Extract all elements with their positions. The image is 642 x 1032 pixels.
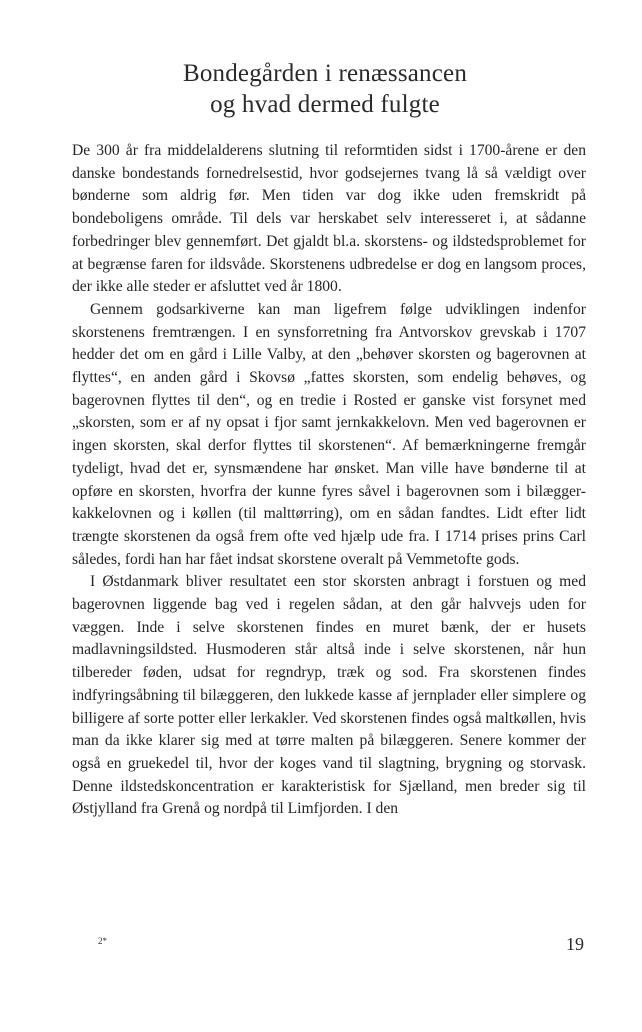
signature-mark: 2*	[98, 936, 107, 946]
body-text	[72, 140, 586, 821]
chapter-title-line-1: Bondegården i renæssancen	[182, 60, 468, 87]
chapter-title-line-2: og hvad dermed fulgte	[210, 91, 440, 118]
paragraph-1: De 300 år fra middelalderens slutning til reformtiden sidst i 1700-årene er den danske bondestands fornedrelsestid, hvor godsejernes tvang lå så vældigt over bønderne som aldrig før. Men tiden var dog ikke uden fremskridt på bondeboligens område. Til dels var herskabet selv interesseret i, at sådanne forbedringer blev gennemført. Det gjaldt bl.a. skorstens- og ildstedsproblemet for at begrænse faren for ildsvåde. Skorstenens udbredelse er dog en langsom proces, der ikke alle steder er afsluttet ved år 1800.	[72, 142, 586, 296]
paragraph-3: I Østdanmark bliver resultatet een stor skorsten anbragt i forstuen og med bagerovnen liggende bag ved i regelen sådan, at den går halvvejs uden for væggen. Inde i selve skorstenen findes en muret bænk, der er husets madlavningsildsted. Husmoderen står altså inde i selve skorstenen, når hun tilbereder føden, udsat for regndryp, træk og sod. Fra skorstenen findes indfyringsåbning til bilæggeren, den lukkede kasse af jernplader eller simplere og billigere af sorte potter eller lerkakler. Ved skorstenen findes også maltkøllen, hvis man da ikke klarer sig med at tørre malten på bilæggeren. Senere kommer der også en gruekedel til, hvor der koges vand til slagtning, brygning og storvask. Denne ildstedskoncentration er karakteristisk for Sjælland, men breder sig til Østjylland fra Grenå og nordpå til Limfjorden. I den	[72, 573, 586, 818]
paragraph-2: Gennem godsarkiverne kan man ligefrem følge udviklingen indenfor skorstenens fremtrængen. I en synsforretning fra Antvorskov grevskab i 1707 hedder det om en gård i Lille Valby, at den „behøver skorsten og bagerovnen at flyttes“, en anden gård i Skovsø „fattes skorsten, som endelig behøves, og bagerovnen flyttes til den“, og en tredie i Rosted er ganske vist forsynet med „skorsten, som er af ny opsat i fjor samt jernkakkelovn. Men ved bagerovnen er ingen skorsten, skal derfor flyttes til skorstenen“. Af bemærkningerne fremgår tydeligt, hvad det er, synsmændene har ønsket. Man ville have bønderne til at opføre en skorsten, hvorfra der kunne fyres såvel i bagerovnen som i bilægger-kakkelovnen og i køllen (til malttørring), om en sådan fandtes. Lidt efter lidt trængte skorstenen da også frem ofte ved hjælp ude fra. I 1714 prises prins Carl således, fordi han har fået indsat skorstene overalt på Vemmetofte gods.	[72, 300, 586, 568]
chapter-title	[60, 58, 590, 120]
page-number: 19	[566, 934, 584, 954]
